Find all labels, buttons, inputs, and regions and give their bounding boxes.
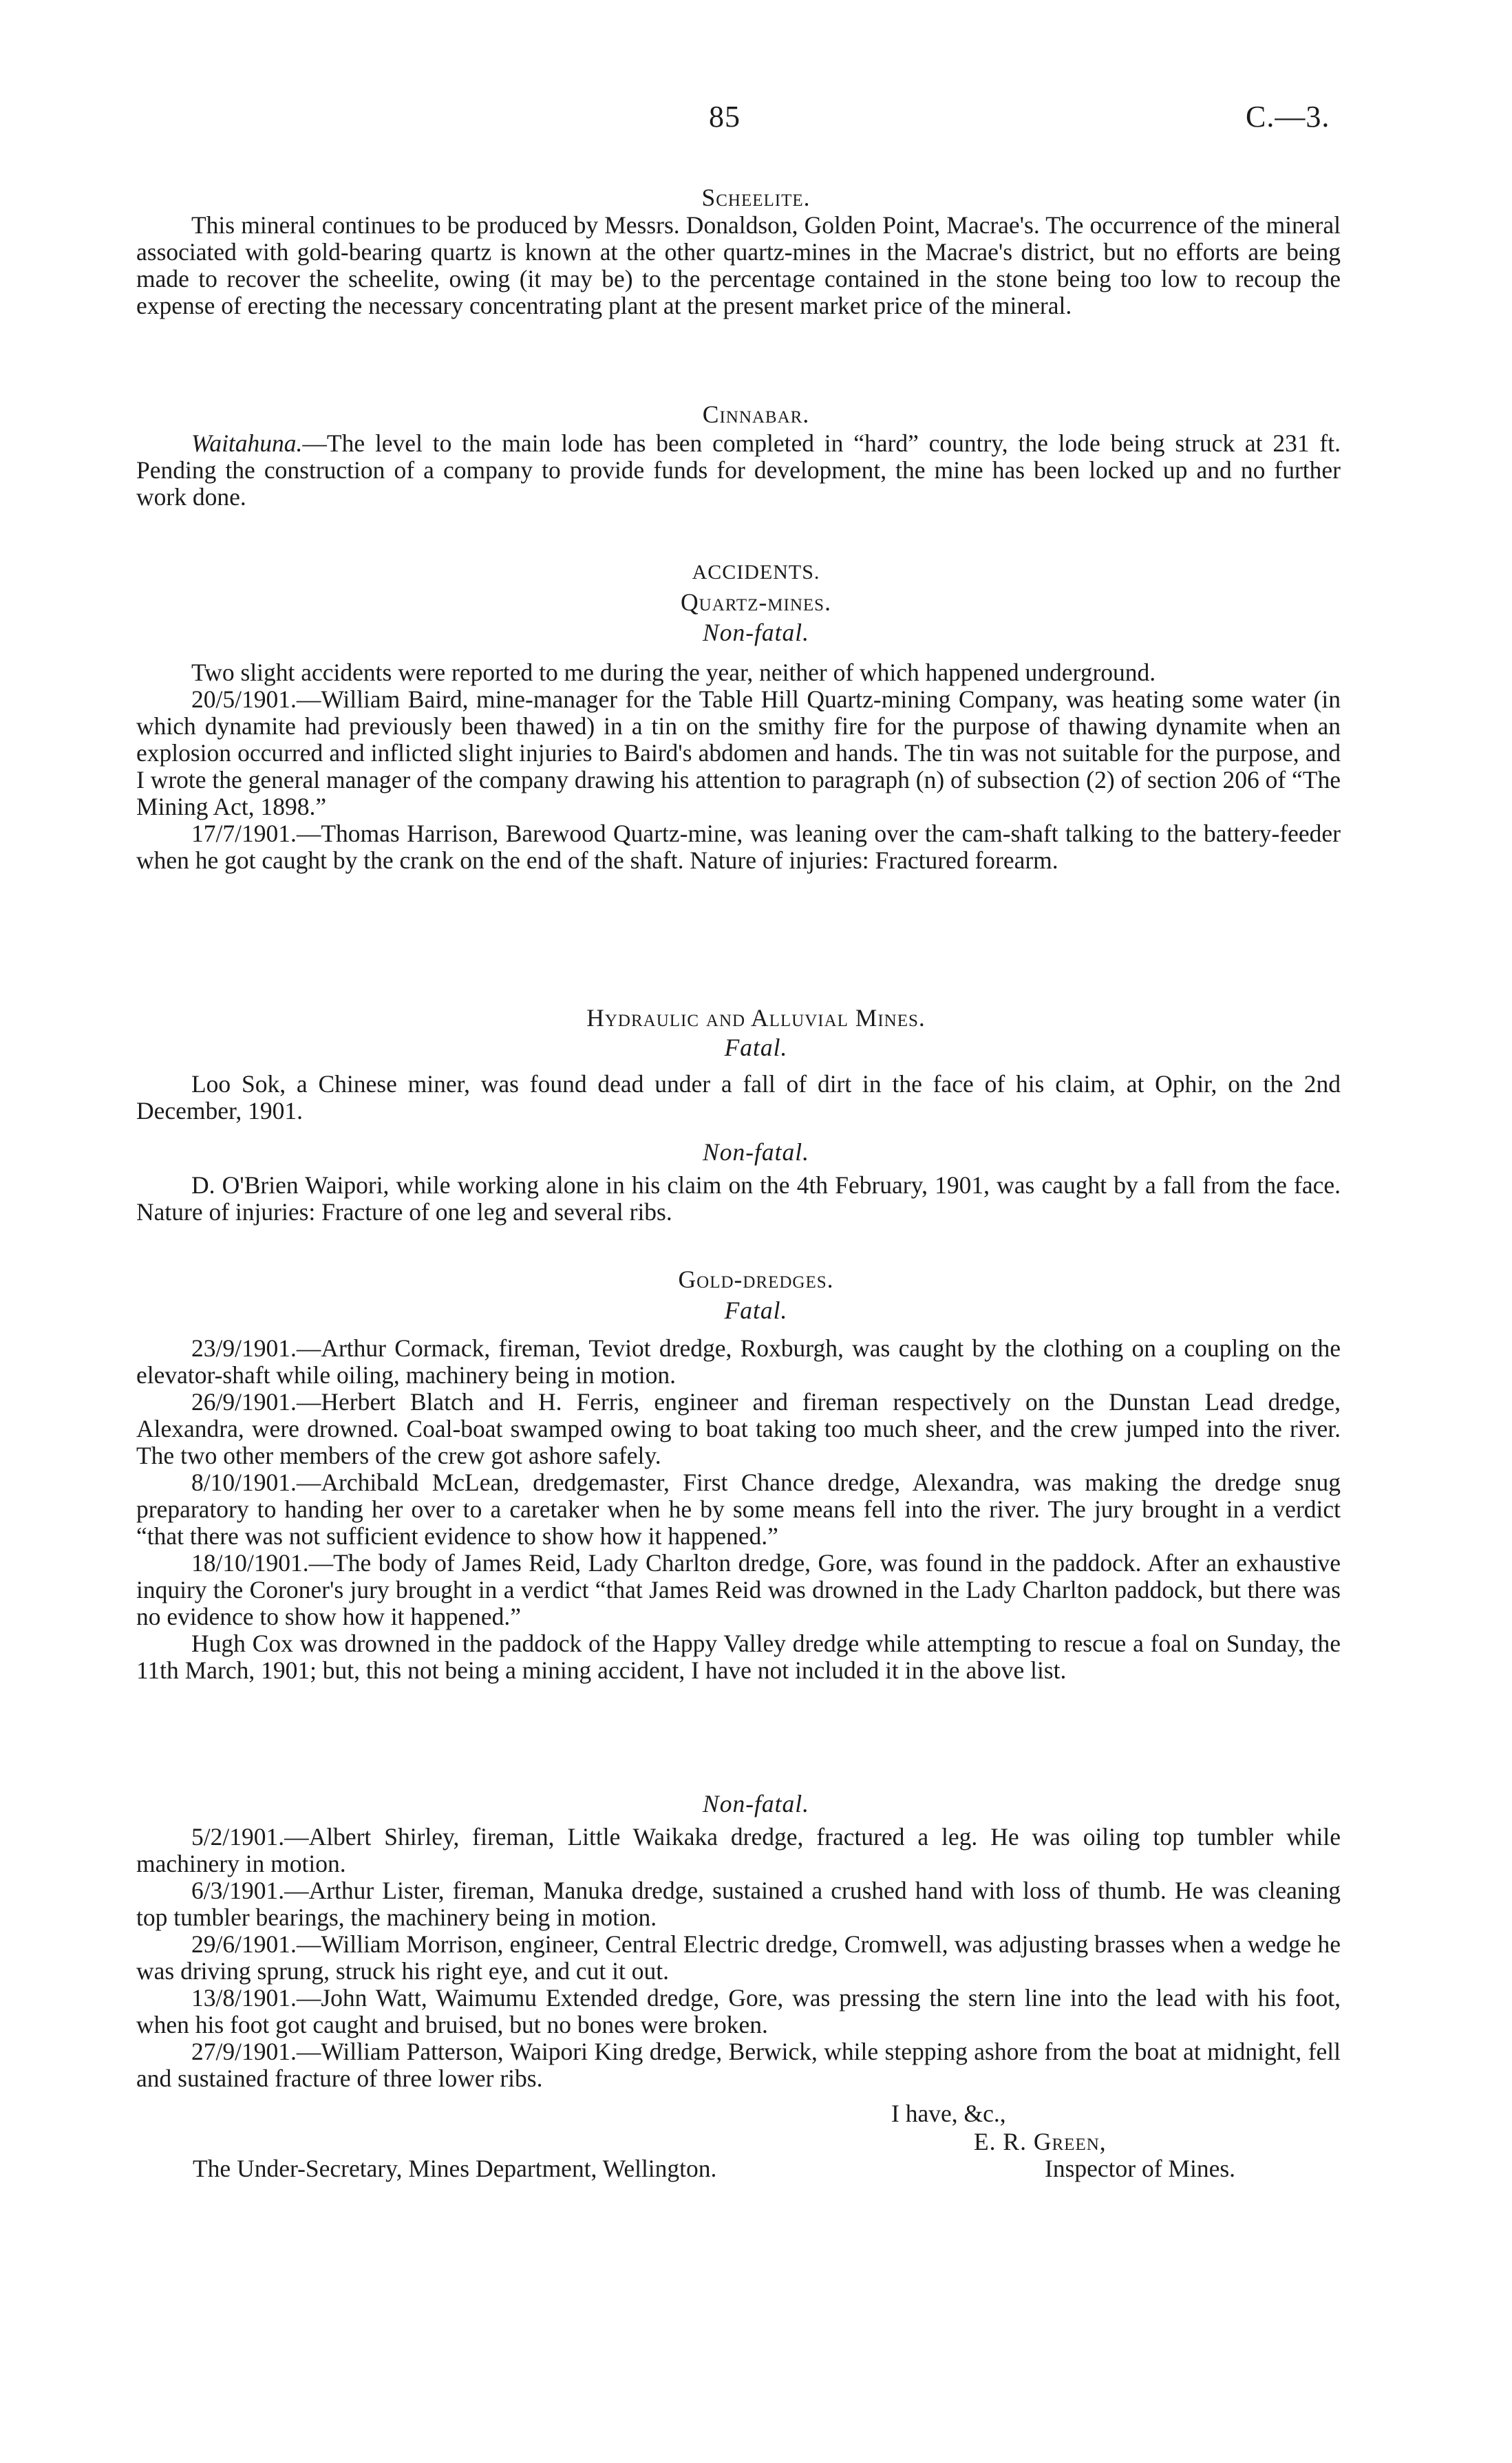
scheelite-section [136,212,1341,319]
quartz-paragraph: Two slight accidents were reported to me during the year, neither of which happened underground. [191,659,1156,686]
dredges-nonfatal-heading: Non-fatal. [703,1790,809,1817]
hydraulic-nonfatal-paragraph: D. O'Brien Waipori, while working alone in his claim on the 4th February, 1901, was caught by a fall from the face. Nature of injuries: Fracture of one leg and several ribs. [136,1171,1341,1226]
dredges-nonfatal-paragraph: 13/8/1901.—John Watt, Waimumu Extended dredge, Gore, was pressing the stern line into the lead with his foot, when his foot got caught and bruised, but no bones were broken. [136,1984,1341,2038]
quartz-mines-heading: Quartz-mines. [681,588,831,616]
dredges-nonfatal-paragraph: 29/6/1901.—William Morrison, engineer, Central Electric dredge, Cromwell, was adjusting brasses when a wedge he was driving sprung, struck his right eye, and cut it out. [136,1930,1341,1985]
signatory-title: Inspector of Mines. [1045,2155,1236,2182]
dredges-fatal-paragraph: Hugh Cox was drowned in the paddock of the Happy Valley dredge while attempting to rescue a foal on Sunday, the 11th March, 1901; but, this not being a mining accident, I have not included it in the above list. [136,1630,1341,1684]
cinnabar-paragraph [136,430,1341,511]
hydraulic-nonfatal-heading: Non-fatal. [703,1138,809,1166]
cinnabar-heading: Cinnabar. [702,401,810,428]
signatory-name: E. R. Green, [974,2128,1107,2155]
hydraulic-fatal-paragraph: Loo Sok, a Chinese miner, was found dead under a fall of dirt in the face of his claim, at Ophir, on the 2nd December, 1901. [136,1070,1341,1124]
dredges-nonfatal-section [136,1824,1341,2092]
accidents-heading: ACCIDENTS. [692,561,820,584]
cinnabar-text: —The level to the main lode has been completed in “hard” country, the lode being struck at 231 ft. Pending the construction of a company to provide funds for development, the mine has been locked up and no further work done. [136,429,1341,511]
dredges-fatal-heading: Fatal. [724,1297,788,1324]
quartz-nonfatal-heading: Non-fatal. [703,619,809,646]
addressee: The Under-Secretary, Mines Department, Wellington. [193,2155,717,2182]
hydraulic-heading: Hydraulic and Alluvial Mines. [586,1004,926,1032]
dredges-fatal-section [136,1335,1341,1684]
dredges-nonfatal-paragraph: 5/2/1901.—Albert Shirley, fireman, Little Waikaka dredge, fractured a leg. He was oiling top tumbler while machinery in motion. [136,1823,1341,1877]
quartz-accidents [136,659,1341,874]
document-reference: C.—3. [1246,100,1330,134]
dredges-nonfatal-paragraph: 27/9/1901.—William Patterson, Waipori King dredge, Berwick, while stepping ashore from the boat at midnight, fell and sustained fracture of three lower ribs. [136,2038,1341,2092]
hydraulic-fatal-heading: Fatal. [724,1034,788,1061]
quartz-paragraph: 17/7/1901.—Thomas Harrison, Barewood Quartz-mine, was leaning over the cam-shaft talking to the battery-feeder when he got caught by the crank on the end of the shaft. Nature of injuries: Fractured forearm. [136,820,1341,874]
dredges-nonfatal-paragraph: 6/3/1901.—Arthur Lister, fireman, Manuka dredge, sustained a crushed hand with loss of thumb. He was cleaning top tumbler bearings, the machinery being in motion. [136,1877,1341,1931]
scheelite-paragraph: This mineral continues to be produced by Messrs. Donaldson, Golden Point, Macrae's. The occurrence of the mineral associated with gold-bearing quartz is known at the other quartz-mines in the Macrae's district, but no efforts are being made to recover the scheelite, owing (it may be) to the percentage contained in the stone being too low to recoup the expense of erecting the necessary concentrating plant at the present market price of the mineral. [136,211,1341,319]
hydraulic-nonfatal-section [136,1172,1341,1226]
dredges-fatal-paragraph: 8/10/1901.—Archibald McLean, dredgemaster, First Chance dredge, Alexandra, was making the dredge snug preparatory to handing her over to a caretaker when he by some means fell into the river. The jury brought in a verdict “that there was not sufficient evidence to show how it happened.” [136,1469,1341,1550]
dredges-fatal-paragraph: 26/9/1901.—Herbert Blatch and H. Ferris, engineer and fireman respectively on the Dunstan Lead dredge, Alexandra, were drowned. Coal-boat swamped owing to boat taking too much sheer, and the crew jumped into the river. The two other members of the crew got ashore safely. [136,1388,1341,1469]
closing-salutation: I have, &c., [891,2100,1006,2127]
cinnabar-section [136,430,1341,511]
page-number: 85 [709,100,741,134]
scheelite-heading: Scheelite. [701,184,811,211]
dredges-fatal-paragraph: 18/10/1901.—The body of James Reid, Lady Charlton dredge, Gore, was found in the paddock. After an exhaustive inquiry the Coroner's jury brought in a verdict “that James Reid was drowned in the Lady Charlton paddock, but there was no evidence to show how it happened.” [136,1549,1341,1630]
hydraulic-fatal-section [136,1071,1341,1124]
dredges-heading: Gold-dredges. [678,1266,834,1293]
quartz-paragraph: 20/5/1901.—William Baird, mine-manager for the Table Hill Quartz-mining Company, was heating some water (in which dynamite had previously been thawed) in a tin on the smithy fire for the purpose of thawing dynamite when an explosion occurred and inflicted slight injuries to Baird's abdomen and hands. The tin was not suitable for the purpose, and I wrote the general manager of the company drawing his attention to paragraph (n) of subsection (2) of section 206 of “The Mining Act, 1898.” [136,685,1341,820]
cinnabar-place: Waitahuna. [191,429,303,457]
dredges-fatal-paragraph: 23/9/1901.—Arthur Cormack, fireman, Teviot dredge, Roxburgh, was caught by the clothing on a coupling on the elevator-shaft while oiling, machinery being in motion. [136,1334,1341,1389]
